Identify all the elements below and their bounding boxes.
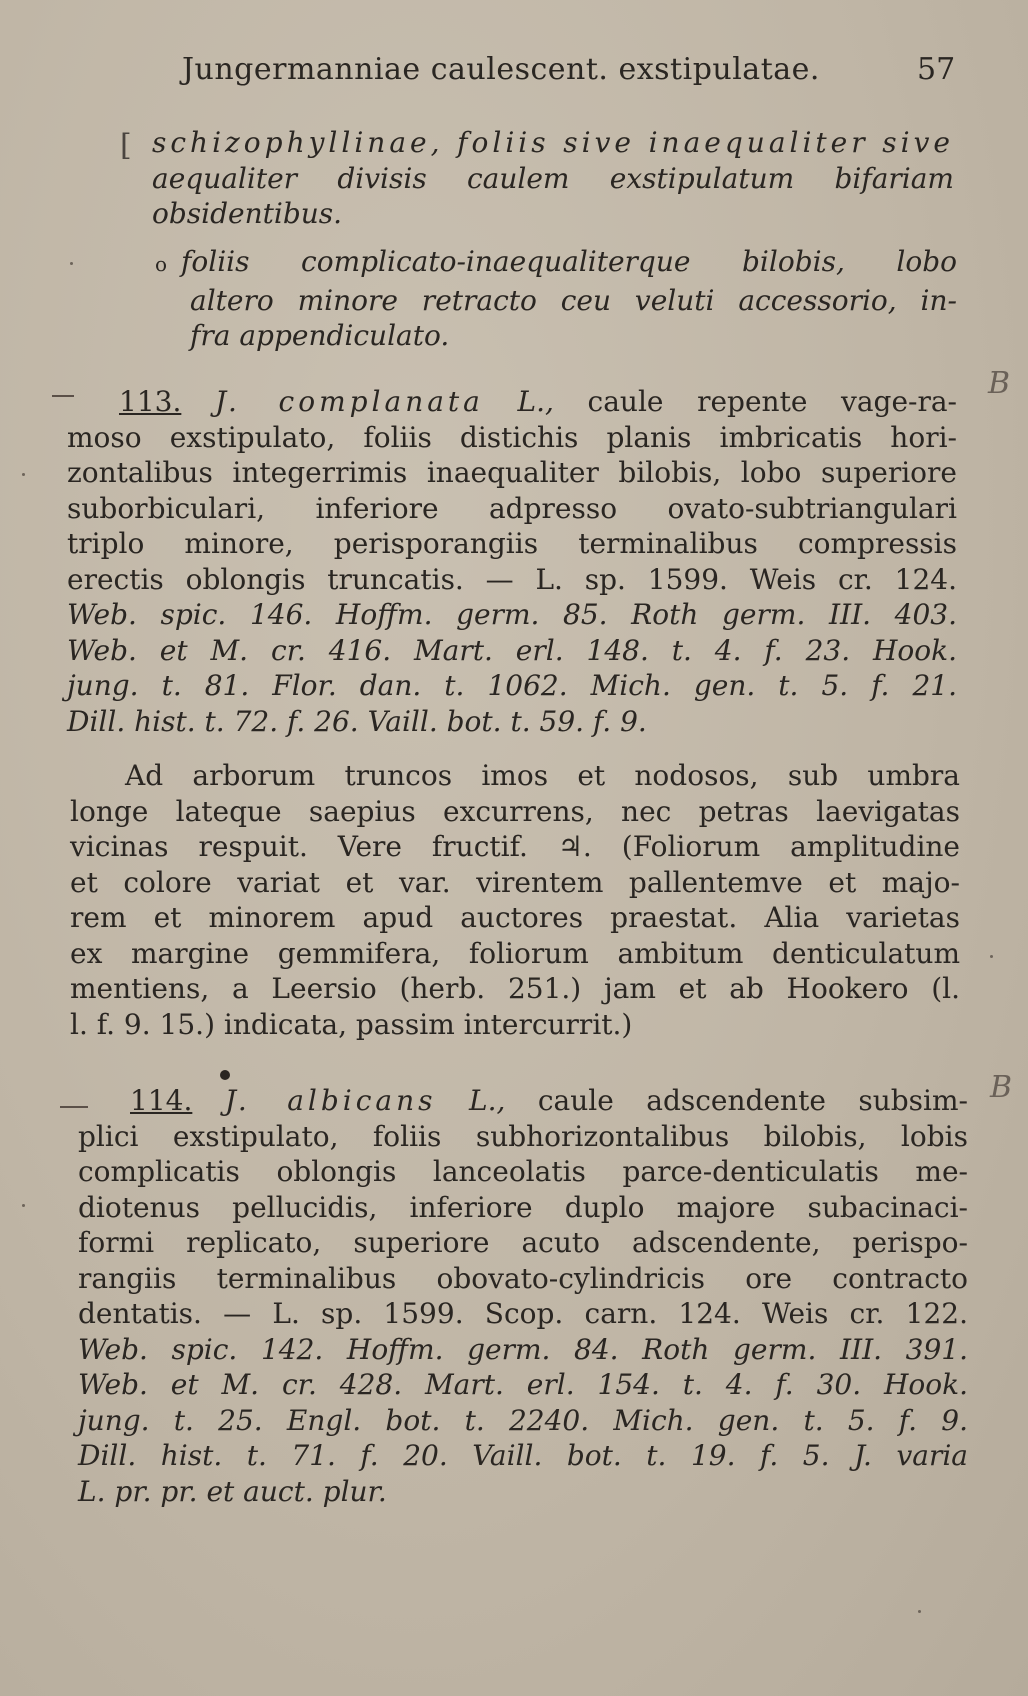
entry-114-line-2: plici exstipulato, foliis subhorizontalibus bilobis, lobis: [78, 1119, 968, 1153]
entry-113-line-1: [67, 384, 957, 420]
margin-note-113: B: [988, 366, 1011, 401]
entry-114-line-8: Web. spic. 142. Hoffm. germ. 84. Roth germ. III. 391.: [78, 1332, 968, 1366]
subsection-marker: o: [155, 252, 168, 276]
entry-114: [78, 1083, 968, 1509]
entry-114-line-11: Dill. hist. t. 71. f. 20. Vaill. bot. t. 19. f. 5. J. varia: [78, 1439, 968, 1472]
bullet-dot: [220, 1070, 230, 1080]
running-head: Jungermanniae caulescent. exstipulatae.: [182, 52, 820, 87]
note-113-line-2: longe lateque saepius excurrens, nec petras laevigatas: [70, 794, 960, 828]
section-heading: [152, 125, 954, 232]
section-bracket: [: [120, 128, 132, 163]
entry-113-line-7: Web. spic. 146. Hoffm. germ. 85. Roth germ. III. 403.: [67, 598, 957, 631]
note-113-line-4: et colore variat et var. virentem pallentemve et majo-: [70, 865, 960, 899]
entry-113-line-8: Web. et M. cr. 416. Mart. erl. 148. t. 4. f. 23. Hook.: [67, 633, 957, 667]
entry-114-line-7: dentatis. — L. sp. 1599. Scop. carn. 124. Weis cr. 122.: [78, 1297, 968, 1330]
entry-114-line-9: Web. et M. cr. 428. Mart. erl. 154. t. 4. f. 30. Hook.: [78, 1368, 968, 1401]
subsection-line-1: [155, 244, 957, 283]
entry-113-line-6: erectis oblongis truncatis. — L. sp. 1599. Weis cr. 124.: [67, 562, 957, 596]
entry-114-line-12: L. pr. pr. et auct. plur.: [78, 1474, 387, 1508]
note-113-line-8: l. f. 9. 15.) indicata, passim intercurrit.): [70, 1007, 633, 1041]
page-speck: [918, 1610, 921, 1613]
subsection-line-2: altero minore retracto ceu veluti accessorio, in-: [190, 283, 957, 317]
entry-113-line-3: zontalibus integerrimis inaequaliter bilobis, lobo superiore: [67, 456, 957, 489]
entry-113-line-2: moso exstipulato, foliis distichis planis imbricatis hori-: [67, 420, 957, 454]
note-113: [70, 758, 960, 1042]
entry-114-line-1: [78, 1083, 968, 1119]
entry-114-name: J. albicans: [224, 1084, 437, 1117]
entry-114-number: 114.: [130, 1084, 193, 1117]
entry-113-number: 113.: [119, 385, 182, 418]
entry-113-line-10: Dill. hist. t. 72. f. 26. Vaill. bot. t. 59. f. 9.: [67, 704, 647, 738]
entry-113-name: J. complanata: [214, 385, 484, 418]
entry-114-line-10: jung. t. 25. Engl. bot. t. 2240. Mich. gen. t. 5. f. 9.: [78, 1403, 968, 1437]
note-113-line-6: ex margine gemmifera, foliorum ambitum denticulatum: [70, 936, 960, 970]
section-line-2: aequaliter divisis caulem exstipulatum bifariam: [152, 161, 954, 195]
page-header: [0, 52, 1028, 96]
entry-113-line-4: suborbiculari, inferiore adpresso ovato-subtriangulari: [67, 491, 957, 525]
page-speck: [70, 262, 73, 265]
entry-114-line-6: rangiis terminalibus obovato-cylindricis ore contracto: [78, 1261, 968, 1295]
section-line-1: [152, 125, 954, 161]
entry-113-author: L.,: [517, 385, 554, 418]
entry-113: [67, 384, 957, 739]
page-speck: [22, 1204, 25, 1207]
subsection-line-1-text: foliis complicato-inaequaliterque bilobis, lobo: [181, 245, 957, 278]
subsection-heading: [155, 244, 957, 354]
entry-114-line-5: formi replicato, superiore acuto adscendente, perispo-: [78, 1226, 968, 1259]
note-113-line-3: vicinas respuit. Vere fructif. ♃. (Foliorum amplitudine: [70, 830, 960, 863]
page-speck: [990, 955, 993, 958]
note-113-line-5: rem et minorem apud auctores praestat. Alia varietas: [70, 901, 960, 934]
entry-114-first-line-rest: caule adscendente subsim-: [537, 1084, 969, 1117]
entry-113-line-9: jung. t. 81. Flor. dan. t. 1062. Mich. gen. t. 5. f. 21.: [67, 669, 957, 702]
entry-113-first-line-rest: caule repente vage-ra-: [587, 385, 958, 418]
page-speck: [22, 473, 25, 476]
note-113-line-7: mentiens, a Leersio (herb. 251.) jam et ab Hookero (l.: [70, 972, 960, 1005]
margin-note-114: B: [990, 1070, 1013, 1105]
entry-114-line-4: diotenus pellucidis, inferiore duplo majore subacinaci-: [78, 1190, 968, 1224]
section-line-3: obsidentibus.: [152, 197, 343, 230]
page-number: 57: [917, 52, 956, 87]
section-line-1-text: schizophyllinae, foliis sive inaequaliter sive: [152, 126, 954, 159]
entry-114-author: L.,: [469, 1084, 506, 1117]
note-113-line-1: Ad arborum truncos imos et nodosos, sub umbra: [125, 759, 960, 792]
subsection-line-3: fra appendiculato.: [190, 319, 450, 352]
entry-113-line-5: triplo minore, perisporangiis terminalibus compressis: [67, 527, 957, 560]
entry-114-line-3: complicatis oblongis lanceolatis parce-denticulatis me-: [78, 1155, 968, 1188]
